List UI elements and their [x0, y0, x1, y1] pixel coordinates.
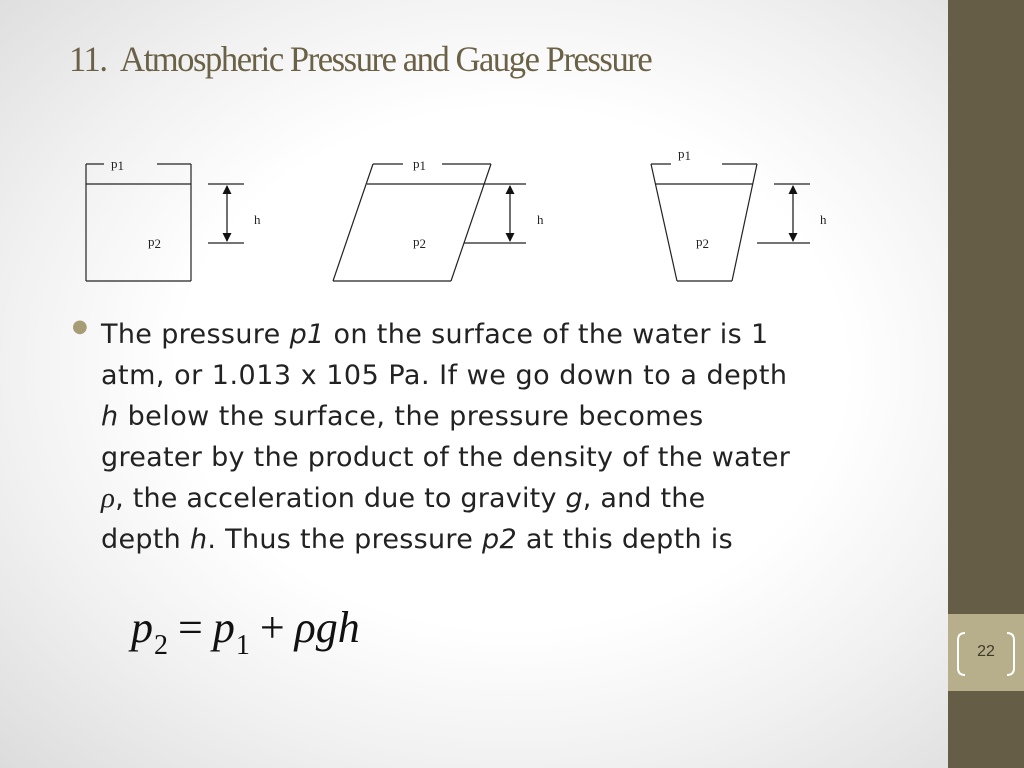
bullet-marker: ● — [72, 316, 88, 337]
title-number: 11. — [69, 39, 107, 79]
label-h: h — [820, 212, 827, 227]
container-tapered — [651, 146, 827, 281]
body-line: atm, or 1.013 x 105 Pa. If we go down to a depth — [101, 360, 788, 391]
page-number: 22 — [977, 643, 995, 660]
label-p1: p1 — [413, 156, 426, 173]
body-line: ρ, the acceleration due to gravity g, and the — [101, 482, 706, 514]
label-p1: p1 — [111, 156, 124, 173]
label-h: h — [537, 212, 544, 227]
pressure-containers-diagram — [0, 0, 948, 300]
body-line: depth h. Thus the pressure p2 at this depth is — [101, 524, 733, 555]
body-paragraph — [101, 314, 969, 560]
pressure-formula: $p_2 = p_1 + \rho gh$ — [131, 603, 360, 661]
container-rectangular — [86, 156, 261, 281]
container-slanted — [333, 156, 544, 281]
label-p2: p2 — [413, 234, 426, 251]
label-p1: p1 — [678, 146, 691, 163]
label-p2: p2 — [148, 234, 161, 251]
body-line: h below the surface, the pressure becomes — [101, 401, 704, 432]
body-line: The pressure p1 on the surface of the water is 1 — [101, 319, 769, 350]
label-p2: p2 — [696, 234, 709, 251]
title-text: Atmospheric Pressure and Gauge Pressure — [120, 39, 652, 79]
label-h: h — [254, 212, 261, 227]
body-line: greater by the product of the density of the water — [101, 442, 791, 473]
